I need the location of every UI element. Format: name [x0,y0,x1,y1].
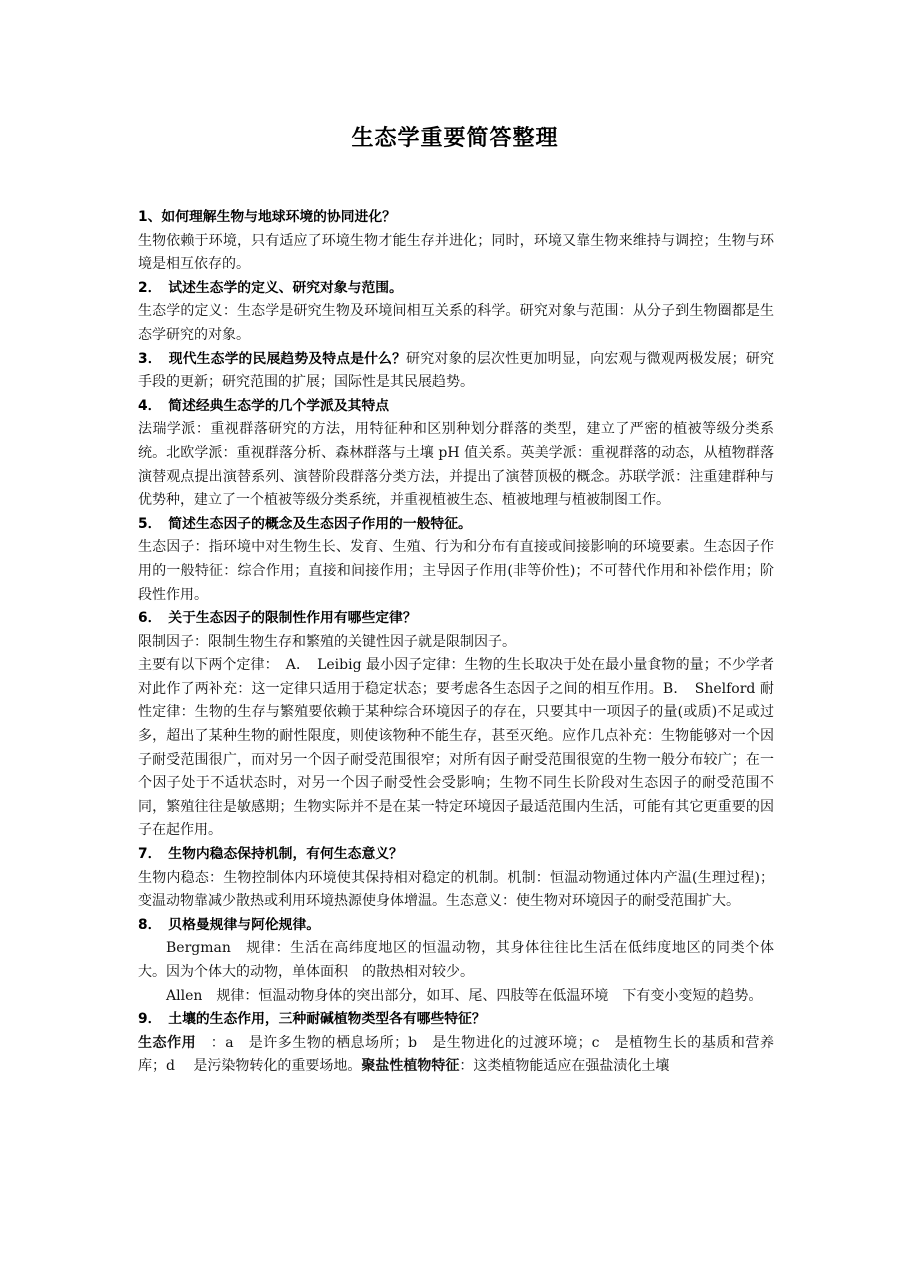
document-body [138,206,774,1079]
answer-4: 法瑞学派：重视群落研究的方法，用特征种和区别种划分群落的类型，建立了严密的植被等级分类系统。北欧学派：重视群落分析、森林群落与土壤 pH 值关系。英美学派：重视群落的动态，从植物群落演替观点提出演替系列、演替阶段群落分类方法，并提出了演替顶极的概念。苏联学派：注重建群种与优势种，建立了一个植被等级分类系统，并重视植被生态、植被地理与植被制图工作。 [138,421,774,509]
answer-9-label-salt-accumulating: 聚盐性植物特征 [361,1058,460,1075]
question-9: 9． 土壤的生态作用，三种耐碱植物类型各有哪些特征？ [138,1011,486,1028]
answer-3: 研究对象的层次性更加明显，向宏观与微观两极发展；研究手段的更新；研究范围的扩展；国际性是其民展趋势。 [138,350,775,391]
answer-7: 生物内稳态：生物控制体内环境使其保持相对稳定的机制。机制：恒温动物通过体内产温(生理过程)；变温动物靠减少散热或利用环境热源使身体增温。生态意义：使生物对环境因子的耐受范围扩大。 [138,869,774,910]
page-title: 生态学重要简答整理 [351,126,559,151]
answer-9-label-ecological-role: 生态作用 [138,1034,197,1051]
question-7: 7． 生物内稳态保持机制，有何生态意义？ [138,846,403,863]
question-3: 3． 现代生态学的民展趋势及特点是什么？ [138,350,407,367]
question-1: 1、如何理解生物与地球环境的协同进化？ [138,209,396,225]
answer-9-ecological-role: ：a 是许多生物的栖息场所；b 是生物进化的过渡环境；c 是植物生长的基质和营养库；d 是污染物转化的重要场地。 [138,1034,775,1075]
answer-5: 生态因子：指环境中对生物生长、发育、生殖、行为和分布有直接或间接影响的环境要素。生态因子作用的一般特征：综合作用；直接和间接作用；主导因子作用(非等价性)；不可替代作用和补偿作用；阶段性作用。 [138,539,774,603]
question-4: 4． 简述经典生态学的几个学派及其特点 [138,397,390,414]
question-6: 6． 关于生态因子的限制性作用有哪些定律？ [138,610,417,627]
answer-1: 生物依赖于环境，只有适应了环境生物才能生存并进化；同时，环境又靠生物来维持与调控；生物与环境是相互依存的。 [138,232,774,273]
answer-8-bergman: Bergman 规律：生活在高纬度地区的恒温动物，其身体往往比生活在低纬度地区的同类个体大。因为个体大的动物，单体面积 的散热相对较少。 [138,940,774,980]
answer-6-definition: 限制因子：限制生物生存和繁殖的关键性因子就是限制因子。 [138,633,516,650]
answer-8-allen: Allen 规律：恒温动物身体的突出部分，如耳、尾、四肢等在低温环境 下有变小变短的趋势。 [166,987,763,1004]
question-3-paragraph [138,348,774,395]
answer-9-salt-accumulating: ：这类植物能适应在强盐渍化土壤 [459,1058,670,1075]
question-5: 5． 简述生态因子的概念及生态因子作用的一般特征。 [138,515,472,532]
answer-2: 生态学的定义：生态学是研究生物及环境间相互关系的科学。研究对象与范围：从分子到生物圈都是生态学研究的对象。 [138,303,774,343]
answer-6-laws: 主要有以下两个定律： A． Leibig 最小因子定律：生物的生长取决于处在最小量食物的量；不少学者对此作了两补充：这一定律只适用于稳定状态；要考虑各生态因子之间的相互作用。B． Shelford 耐性定律：生物的生存与繁殖要依赖于某种综合环境因子的存在，只要其中一项因子的量(或质)不足或过多，超出了某种生物的耐性限度，则使该物种不能生存，甚至灭绝。应作几点补充：生物能够对一个因子耐受范围很广，而对另一个因子耐受范围很窄；对所有因子耐受范围很宽的生物一般分布较广；在一个因子处于不适状态时，对另一个因子耐受性会受影响；生物不同生长阶段对生态因子的耐受范围不同，繁殖往往是敏感期；生物实际并不是在某一特定环境因子最适范围内生活，可能有其它更重要的因子在起作用。 [138,657,774,839]
answer-9 [138,1032,774,1079]
question-2: 2． 试述生态学的定义、研究对象与范围。 [138,279,403,296]
question-8: 8． 贝格曼规律与阿伦规律。 [138,916,321,933]
